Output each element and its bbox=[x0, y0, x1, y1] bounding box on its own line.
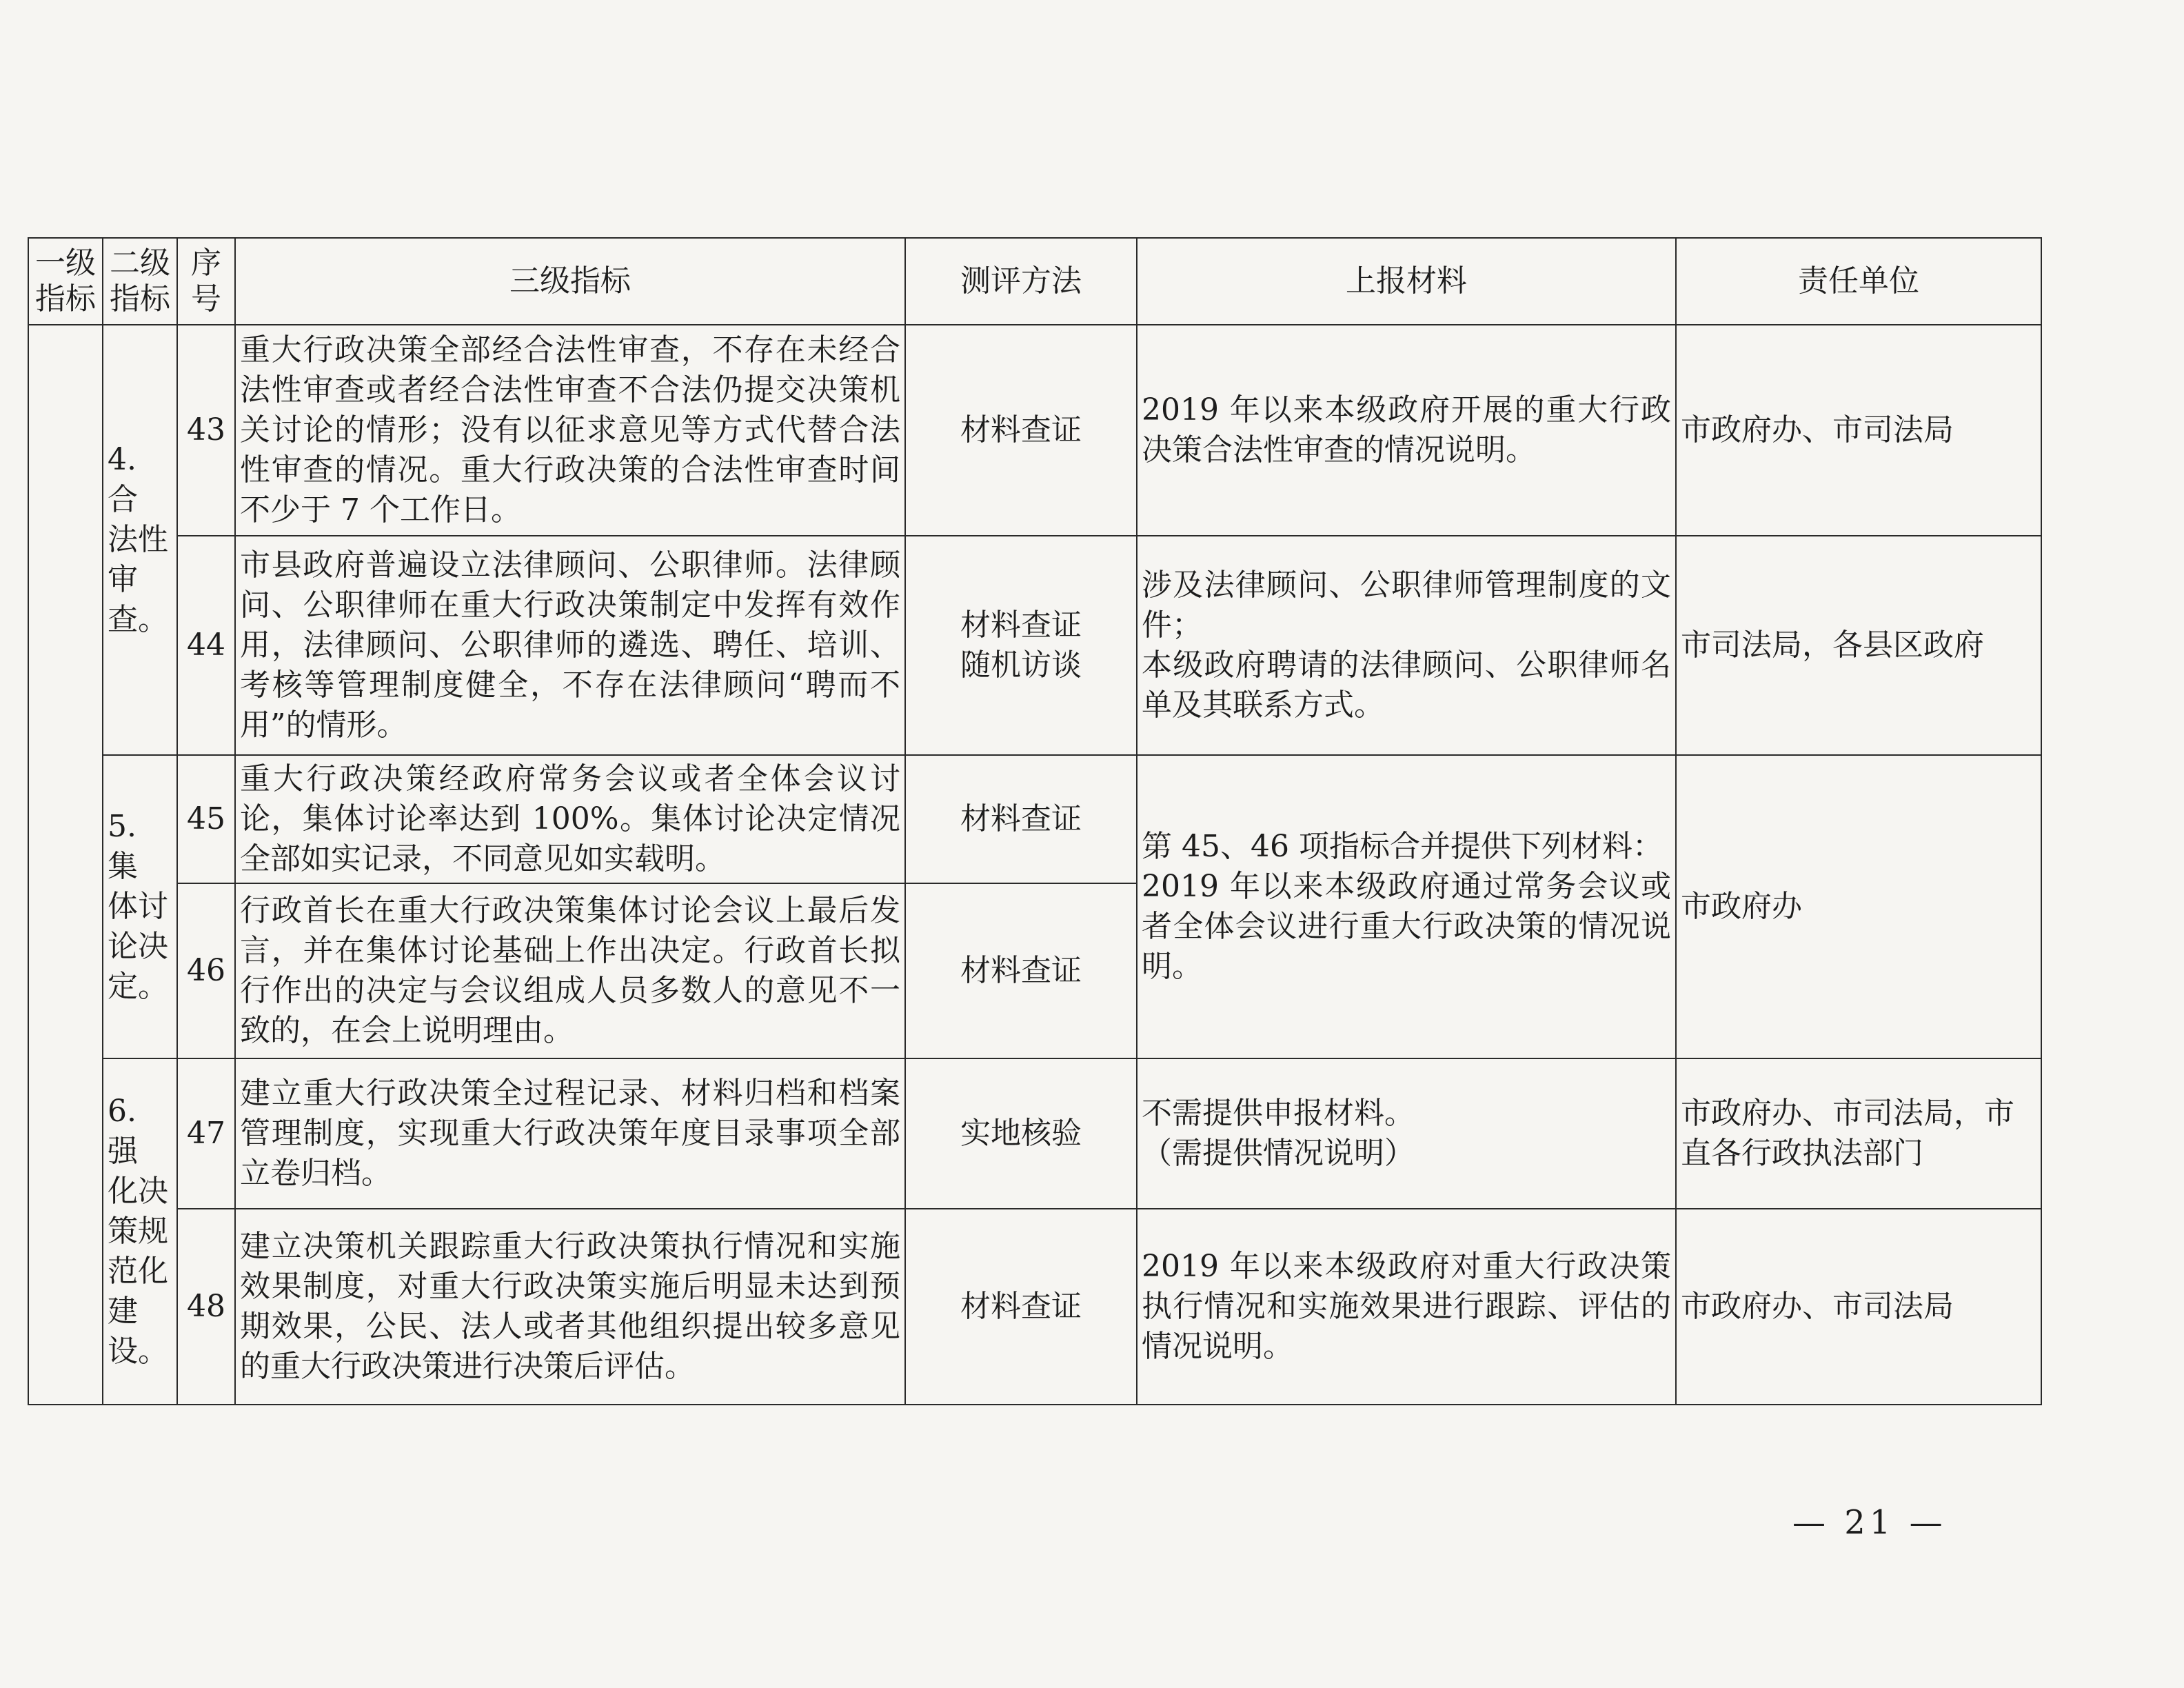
table-row bbox=[28, 1058, 2041, 1209]
method-cell: 材料查证 随机访谈 bbox=[905, 536, 1137, 755]
level1-cell bbox=[28, 325, 103, 1405]
responsible-cell: 市政府办 bbox=[1676, 755, 2041, 1058]
header-level1: 一级 指标 bbox=[28, 238, 103, 325]
method-cell: 材料查证 bbox=[905, 1209, 1137, 1405]
responsible-cell: 市司法局，各县区政府 bbox=[1676, 536, 2041, 755]
responsible-cell: 市政府办、市司法局 bbox=[1676, 1209, 2041, 1405]
group-legality-review: 4. 合 法性 审 查。 bbox=[103, 325, 177, 755]
indicator-cell: 重大行政决策全部经合法性审查，不存在未经合法性审查或者经合法性审查不合法仍提交决策机关讨论的情形；没有以征求意见等方式代替合法性审查的情况。重大行政决策的合法性审查时间不少于 7 个工作日。 bbox=[235, 325, 905, 536]
header-materials: 上报材料 bbox=[1137, 238, 1676, 325]
page-number bbox=[1792, 1503, 1947, 1542]
header-seq: 序 号 bbox=[177, 238, 235, 325]
table-row bbox=[28, 1209, 2041, 1405]
materials-cell: 涉及法律顾问、公职律师管理制度的文件； 本级政府聘请的法律顾问、公职律师名单及其联系方式。 bbox=[1137, 536, 1676, 755]
materials-cell: 不需提供申报材料。 （需提供情况说明） bbox=[1137, 1058, 1676, 1209]
materials-cell: 第 45、46 项指标合并提供下列材料： 2019 年以来本级政府通过常务会议或者全体会议进行重大行政决策的情况说明。 bbox=[1137, 755, 1676, 1058]
seq-cell: 46 bbox=[177, 883, 235, 1058]
indicator-cell: 建立重大行政决策全过程记录、材料归档和档案管理制度，实现重大行政决策年度目录事项全部立卷归档。 bbox=[235, 1058, 905, 1209]
group-collective-decision: 5. 集 体讨 论决 定。 bbox=[103, 755, 177, 1058]
seq-cell: 48 bbox=[177, 1209, 235, 1405]
seq-cell: 44 bbox=[177, 536, 235, 755]
indicator-cell: 重大行政决策经政府常务会议或者全体会议讨论，集体讨论率达到 100%。集体讨论决定情况全部如实记录，不同意见如实载明。 bbox=[235, 755, 905, 883]
header-level3: 三级指标 bbox=[235, 238, 905, 325]
seq-cell: 45 bbox=[177, 755, 235, 883]
page-number-value: 21 bbox=[1844, 1503, 1895, 1542]
table-header-row bbox=[28, 238, 2041, 325]
method-cell: 材料查证 bbox=[905, 755, 1137, 883]
indicator-cell: 行政首长在重大行政决策集体讨论会议上最后发言，并在集体讨论基础上作出决定。行政首长拟行作出的决定与会议组成人员多数人的意见不一致的，在会上说明理由。 bbox=[235, 883, 905, 1058]
header-method: 测评方法 bbox=[905, 238, 1137, 325]
group-standardization: 6. 强 化决 策规 范化 建 设。 bbox=[103, 1058, 177, 1405]
seq-cell: 47 bbox=[177, 1058, 235, 1209]
responsible-cell: 市政府办、市司法局 bbox=[1676, 325, 2041, 536]
materials-cell: 2019 年以来本级政府对重大行政决策执行情况和实施效果进行跟踪、评估的情况说明。 bbox=[1137, 1209, 1676, 1405]
evaluation-table bbox=[28, 237, 2042, 1405]
indicator-cell: 建立决策机关跟踪重大行政决策执行情况和实施效果制度，对重大行政决策实施后明显未达到预期效果，公民、法人或者其他组织提出较多意见的重大行政决策进行决策后评估。 bbox=[235, 1209, 905, 1405]
header-level2: 二级 指标 bbox=[103, 238, 177, 325]
responsible-cell: 市政府办、市司法局，市直各行政执法部门 bbox=[1676, 1058, 2041, 1209]
method-cell: 材料查证 bbox=[905, 883, 1137, 1058]
header-responsible: 责任单位 bbox=[1676, 238, 2041, 325]
table-row bbox=[28, 755, 2041, 883]
table-row bbox=[28, 325, 2041, 536]
page-dash-left: — bbox=[1792, 1503, 1830, 1542]
table-row bbox=[28, 536, 2041, 755]
method-cell: 材料查证 bbox=[905, 325, 1137, 536]
materials-cell: 2019 年以来本级政府开展的重大行政决策合法性审查的情况说明。 bbox=[1137, 325, 1676, 536]
seq-cell: 43 bbox=[177, 325, 235, 536]
indicator-cell: 市县政府普遍设立法律顾问、公职律师。法律顾问、公职律师在重大行政决策制定中发挥有效作用，法律顾问、公职律师的遴选、聘任、培训、考核等管理制度健全，不存在法律顾问“聘而不用”的情形。 bbox=[235, 536, 905, 755]
method-cell: 实地核验 bbox=[905, 1058, 1137, 1209]
page-dash-right: — bbox=[1909, 1503, 1947, 1542]
